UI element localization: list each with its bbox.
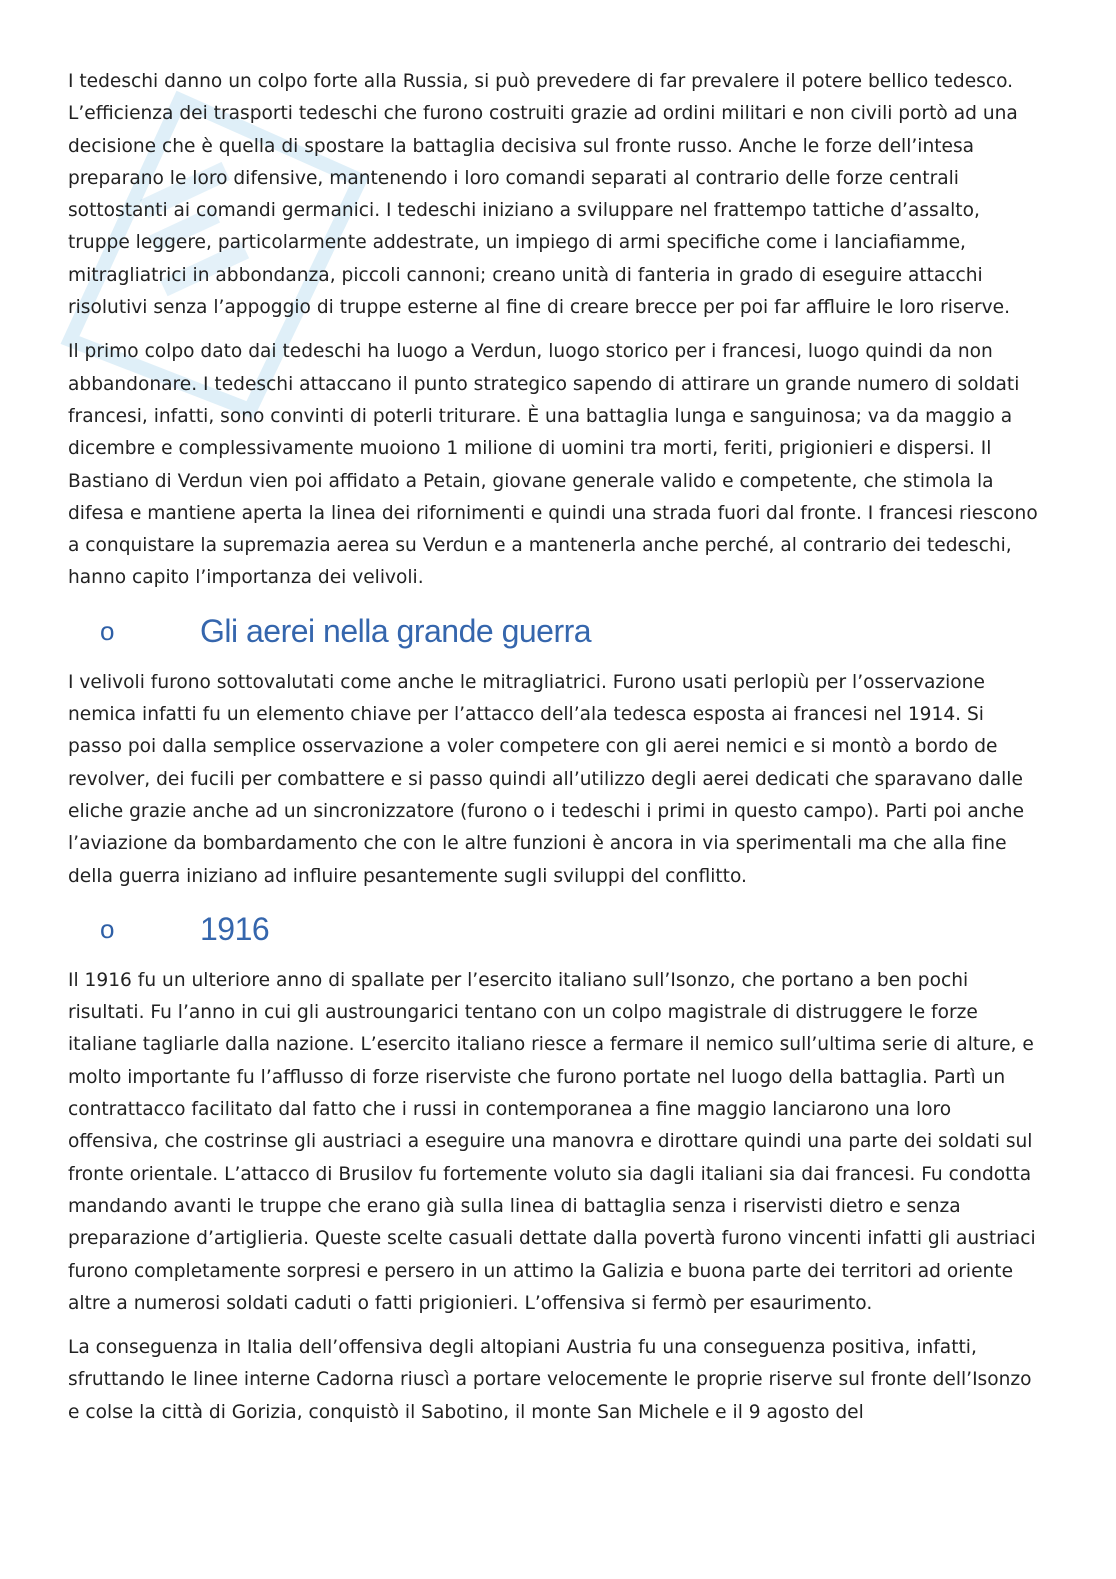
bullet-circle-icon: o — [100, 615, 115, 646]
bullet-circle-icon: o — [100, 913, 115, 944]
section-heading-aerei — [68, 607, 1040, 655]
document-body — [68, 66, 1040, 1441]
paragraph-intro-1: I tedeschi danno un colpo forte alla Russia, si può prevedere di far prevalere il potere bellico tedesco. L’efficienza dei trasporti tedeschi che furono costruiti grazie ad ordini militari e non civili portò ad una decisione che è quella di spostare la battaglia decisiva sul fronte russo. Anche le forze dell’intesa preparano le loro difensive, mantenendo i loro comandi separati al contrario delle forze centrali sottostanti ai comandi germanici. I tedeschi iniziano a sviluppare nel frattempo tattiche d’assalto, truppe leggere, particolarmente addestrate, un impiego di armi specifiche come i lanciafiamme, mitragliatrici in abbondanza, piccoli cannoni; creano unità di fanteria in grado di eseguire attacchi risolutivi senza l’appoggio di truppe esterne al fine di creare brecce per poi far affluire le loro riserve. — [68, 71, 1018, 319]
paragraph-1916-2: La conseguenza in Italia dell’offensiva degli altopiani Austria fu una conseguenza positiva, infatti, sfruttando le linee interne Cadorna riuscì a portare velocemente le proprie riserve sul fronte dell’Isonzo e colse la città di Gorizia, conquistò il Sabotino, il monte San Michele e il 9 agosto del — [68, 1337, 1032, 1423]
heading-title-aerei: Gli aerei nella grande guerra — [200, 612, 592, 649]
heading-title-1916: 1916 — [200, 910, 270, 947]
paragraph-intro-2: Il primo colpo dato dai tedeschi ha luogo a Verdun, luogo storico per i francesi, luogo quindi da non abbandonare. I tedeschi attaccano il punto strategico sapendo di attirare un grande numero di soldati francesi, infatti, sono convinti di poterli triturare. È una battaglia lunga e sanguinosa; va da maggio a dicembre e complessivamente muoiono 1 milione di uomini tra morti, feriti, prigionieri e dispersi. Il Bastiano di Verdun vien poi affidato a Petain, giovane generale valido e competente, che stimola la difesa e mantiene aperta la linea dei rifornimenti e quindi una strada fuori dal fronte. I francesi riescono a conquistare la supremazia aerea su Verdun e a mantenerla anche perché, al contrario dei tedeschi, hanno capito l’importanza dei velivoli. — [68, 341, 1038, 589]
section-heading-1916 — [68, 905, 1040, 953]
paragraph-aerei-1: I velivoli furono sottovalutati come anche le mitragliatrici. Furono usati perlopiù per l’osservazione nemica infatti fu un elemento chiave per l’attacco dell’ala tedesca esposta ai francesi nel 1914. Si passo poi dalla semplice osservazione a voler competere con gli aerei nemici e si montò a bordo de revolver, dei fucili per combattere e si passo quindi all’utilizzo degli aerei dedicati che sparavano dalle eliche grazie anche ad un sincronizzatore (furono o i tedeschi i primi in questo campo). Parti poi anche l’aviazione da bombardamento che con le altre funzioni è ancora in via sperimentali ma che alla fine della guerra iniziano ad influire pesantemente sugli sviluppi del conflitto. — [68, 671, 1025, 887]
paragraph-1916-1: Il 1916 fu un ulteriore anno di spallate per l’esercito italiano sull’Isonzo, che portano a ben pochi risultati. Fu l’anno in cui gli austroungarici tentano con un colpo magistrale di distruggere le forze italiane tagliarle dalla nazione. L’esercito italiano riesce a fermare il nemico sull’ultima serie di alture, e molto importante fu l’afflusso di forze riserviste che furono portate nel luogo della battaglia. Partì un contrattacco facilitato dal fatto che i russi in contemporanea a fine maggio lanciarono una loro offensiva, che costrinse gli austriaci a eseguire una manovra e dirottare quindi una parte dei soldati sul fronte orientale. L’attacco di Brusilov fu fortemente voluto sia dagli italiani sia dai francesi. Fu condotta mandando avanti le truppe che erano già sulla linea di battaglia senza i riservisti dietro e senza preparazione d’artiglieria. Queste scelte casuali dettate dalla povertà furono vincenti infatti gli austriaci furono completamente sorpresi e persero in un attimo la Galizia e buona parte dei territori ad oriente altre a numerosi soldati caduti o fatti prigionieri. L’offensiva si fermò per esaurimento. — [68, 969, 1036, 1314]
